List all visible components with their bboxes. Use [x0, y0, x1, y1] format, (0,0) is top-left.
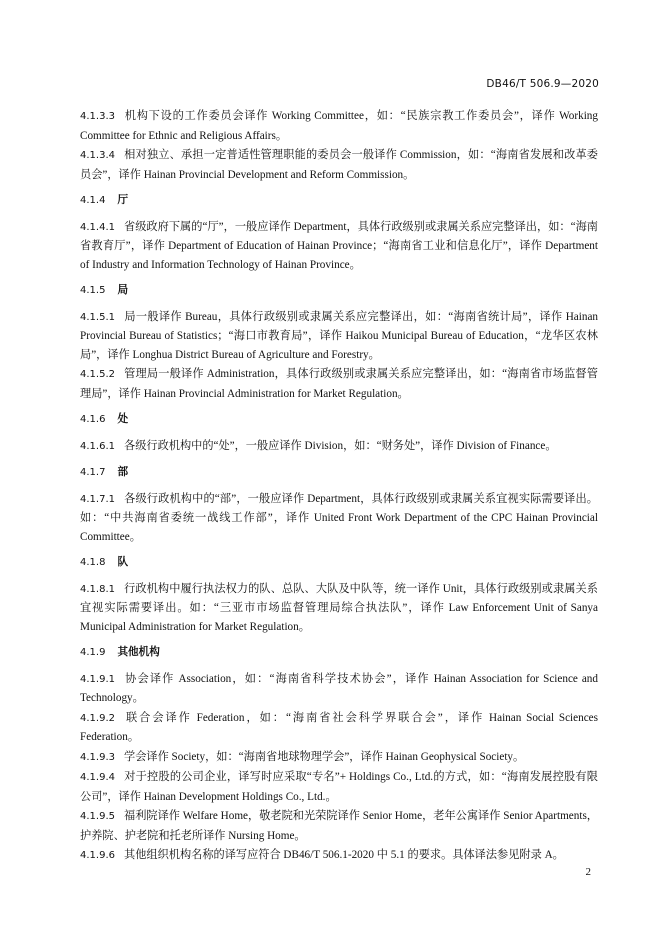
clause-number: 4.1.9.4 — [80, 772, 115, 783]
section-heading — [80, 553, 598, 573]
clause-text: 福利院译作 Welfare Home，敬老院和光荣院译作 Senior Home，老年公寓译作 Senior Apartments，护养院、护老院和托老所译作 Nursing Home。 — [80, 810, 598, 842]
clause-paragraph — [80, 807, 598, 845]
clause-text: 省级政府下属的“厅”，一般应译作 Department，具体行政级别或隶属关系应完整译出，如：“海南省教育厅”，译作 Department of Education of Hainan Province；“海南省工业和信息化厅”，译作 Department of Industry and Information Technology of Hainan Province。 — [80, 220, 598, 271]
clause-number: 4.1.9.6 — [80, 850, 115, 861]
clause-text: 学会译作 Society，如：“海南省地球物理学会”，译作 Hainan Geophysical Society。 — [124, 750, 525, 763]
heading-text: 其他机构 — [117, 646, 160, 658]
clause-paragraph — [80, 768, 598, 806]
clause-number: 4.1.9.5 — [80, 811, 115, 822]
clause-text: 对于控股的公司企业，译写时应采取“专名”+ Holdings Co., Ltd.的方式，如：“海南发展控股有限公司”，译作 Hainan Development Holdings Co., Ltd.。 — [80, 771, 598, 803]
clause-number: 4.1.6.1 — [80, 440, 115, 452]
clause-text: 行政机构中履行执法权力的队、总队、大队及中队等，统一译作 Unit，具体行政级别或隶属关系宜视实际需要译出。如：“三亚市市场监督管理局综合执法队”，译作 Law Enforcement Unit of Sanya Municipal Administration for Market Regulation。 — [80, 582, 598, 633]
clause-text: 各级行政机构中的“部”，一般应译作 Department，具体行政级别或隶属关系宜视实际需要译出。如：“中共海南省委统一战线工作部”，译作 United Front Work Department of the CPC Hainan Provincial Committee。 — [80, 492, 598, 543]
clause-paragraph — [80, 490, 598, 547]
clause-paragraph — [80, 670, 598, 708]
clause-text: 机构下设的工作委员会译作 Working Committee，如：“民族宗教工作委员会”，译作 Working Committee for Ethnic and Religious Affairs。 — [80, 110, 598, 142]
clause-number: 4.1.8 — [80, 557, 106, 568]
clause-number: 4.1.5.2 — [80, 369, 115, 380]
clause-number: 4.1.3.4 — [80, 150, 115, 161]
clause-number: 4.1.4 — [80, 195, 106, 206]
section-heading — [80, 281, 598, 301]
clause-paragraph — [80, 846, 598, 866]
clause-number: 4.1.8.1 — [80, 583, 115, 595]
clause-number: 4.1.7 — [80, 467, 106, 478]
document-body — [80, 107, 598, 867]
heading-text: 处 — [117, 413, 129, 425]
heading-text: 队 — [117, 556, 129, 568]
clause-text: 其他组织机构名称的译写应符合 DB46/T 506.1-2020 中 5.1 的要求。具体译法参见附录 A。 — [124, 849, 564, 861]
clause-number: 4.1.9 — [80, 647, 106, 658]
clause-paragraph — [80, 365, 598, 403]
section-heading — [80, 191, 598, 211]
document-id-header: DB46/T 506.9—2020 — [486, 78, 599, 90]
clause-number: 4.1.5 — [80, 285, 106, 296]
clause-paragraph — [80, 308, 598, 365]
clause-text: 联合会译作 Federation，如：“海南省社会科学界联合会”，译作 Hainan Social Sciences Federation。 — [80, 711, 598, 743]
clause-paragraph — [80, 748, 598, 768]
clause-number: 4.1.4.1 — [80, 221, 115, 233]
clause-paragraph — [80, 709, 598, 747]
clause-paragraph — [80, 218, 598, 275]
clause-number: 4.1.7.1 — [80, 493, 115, 505]
clause-number: 4.1.6 — [80, 414, 106, 425]
section-heading — [80, 463, 598, 483]
clause-number: 4.1.3.3 — [80, 111, 115, 122]
clause-paragraph — [80, 580, 598, 637]
clause-number: 4.1.9.1 — [80, 673, 115, 685]
clause-text: 协会译作 Association，如：“海南省科学技术协会”，译作 Hainan Association for Science and Technology。 — [80, 672, 598, 704]
section-heading — [80, 410, 598, 430]
heading-text: 局 — [117, 284, 129, 296]
page-number: 2 — [585, 866, 591, 878]
clause-paragraph — [80, 146, 598, 184]
clause-paragraph — [80, 107, 598, 145]
heading-text: 部 — [117, 466, 129, 478]
clause-text: 局一般译作 Bureau，具体行政级别或隶属关系应完整译出，如：“海南省统计局”，译作 Hainan Provincial Bureau of Statistics；“海口市教育局”，译作 Haikou Municipal Bureau of Education，“龙华区农林局”，译作 Longhua District Bureau of Agriculture and Forestry。 — [80, 310, 598, 361]
heading-text: 厅 — [117, 194, 129, 206]
clause-paragraph — [80, 437, 598, 457]
clause-number: 4.1.9.2 — [80, 712, 115, 724]
clause-text: 管理局一般译作 Administration，具体行政级别或隶属关系应完整译出，如：“海南省市场监督管理局”，译作 Hainan Provincial Administration for Market Regulation。 — [80, 368, 598, 400]
clause-text: 相对独立、承担一定普适性管理职能的委员会一般译作 Commission，如：“海南省发展和改革委员会”，译作 Hainan Provincial Development and Reform Commission。 — [80, 149, 598, 181]
clause-text: 各级行政机构中的“处”，一般应译作 Division，如：“财务处”，译作 Division of Finance。 — [124, 439, 557, 452]
clause-number: 4.1.5.1 — [80, 311, 115, 323]
clause-number: 4.1.9.3 — [80, 751, 115, 763]
section-heading — [80, 643, 598, 663]
